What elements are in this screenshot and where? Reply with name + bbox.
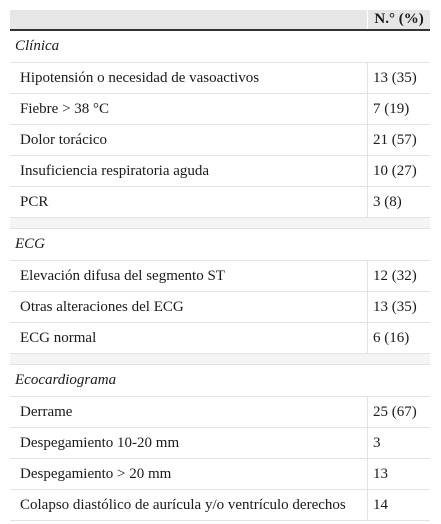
row-value: 13 <box>373 466 388 482</box>
row-value: 14 <box>373 497 388 513</box>
row-value: 7 (19) <box>373 101 410 117</box>
table-row <box>10 323 430 354</box>
header-label-cell <box>10 10 367 29</box>
row-label: Derrame <box>10 397 368 427</box>
table-row <box>10 397 430 428</box>
data-table <box>10 10 430 521</box>
table-row <box>10 156 430 187</box>
table-row <box>10 94 430 125</box>
row-value: 10 (27) <box>373 163 417 179</box>
row-value: 6 (16) <box>373 330 410 346</box>
section-divider <box>10 218 430 229</box>
table-row <box>10 428 430 459</box>
row-value: 12 (32) <box>373 268 417 284</box>
row-label: Otras alteraciones del ECG <box>10 292 368 322</box>
row-label: Elevación difusa del segmento ST <box>10 261 368 291</box>
section-title-ecocardiograma: Ecocardiograma <box>10 365 430 397</box>
table-row <box>10 261 430 292</box>
row-label: Fiebre > 38 °C <box>10 94 368 124</box>
table-row <box>10 187 430 218</box>
table-row <box>10 490 430 521</box>
section-title-clinica: Clínica <box>10 31 430 63</box>
row-value: 13 (35) <box>373 299 417 315</box>
section-title-ecg: ECG <box>10 229 430 261</box>
row-value: 21 (57) <box>373 132 417 148</box>
header-count-percent: N.° (%) <box>367 10 430 29</box>
row-label: PCR <box>10 187 368 217</box>
row-label: Hipotensión o necesidad de vasoactivos <box>10 63 368 93</box>
table-row <box>10 292 430 323</box>
section-divider <box>10 354 430 365</box>
table-header <box>10 10 430 31</box>
row-label: Despegamiento 10-20 mm <box>10 428 368 458</box>
row-label: Dolor torácico <box>10 125 368 155</box>
row-value: 3 <box>373 435 381 451</box>
row-label: Despegamiento > 20 mm <box>10 459 368 489</box>
row-value: 3 (8) <box>373 194 402 210</box>
row-label: Colapso diastólico de aurícula y/o ventrículo derechos <box>10 490 368 520</box>
table-row <box>10 125 430 156</box>
row-value: 13 (35) <box>373 70 417 86</box>
table-row <box>10 63 430 94</box>
row-label: ECG normal <box>10 323 368 353</box>
row-value: 25 (67) <box>373 404 417 420</box>
row-label: Insuficiencia respiratoria aguda <box>10 156 368 186</box>
table-row <box>10 459 430 490</box>
